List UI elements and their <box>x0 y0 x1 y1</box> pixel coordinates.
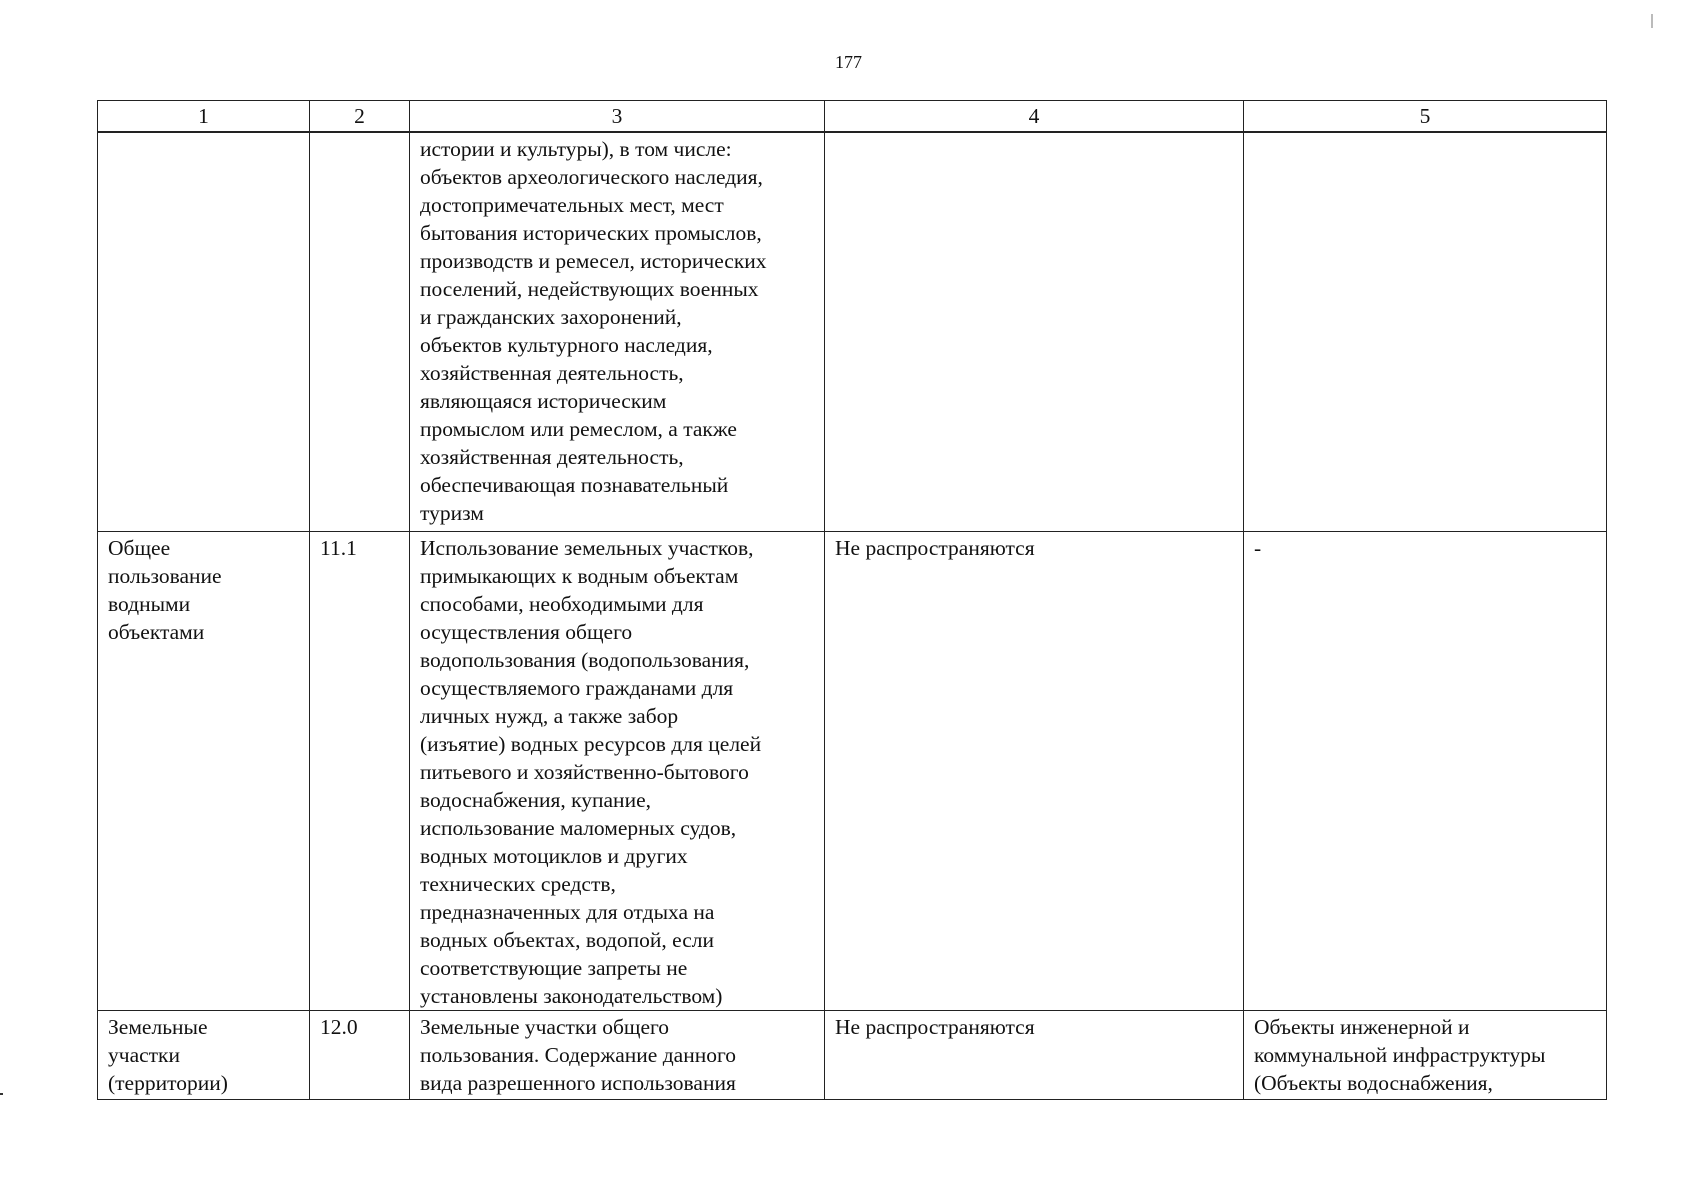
row-objects-cell <box>1244 532 1607 1011</box>
row-description-text: Земельные участки общего пользования. Содержание данного вида разрешенного использования <box>420 1015 736 1095</box>
column-header-5: 5 <box>1244 101 1607 133</box>
column-header-1: 1 <box>98 101 310 133</box>
row-regulation-cell <box>825 132 1244 532</box>
page-number: 177 <box>835 52 862 72</box>
row-name-cell <box>98 132 310 532</box>
row-regulation-text: Не распространяются <box>835 536 1035 560</box>
table-row <box>98 532 1607 1011</box>
row-code-cell <box>310 1011 410 1100</box>
row-objects-text: Объекты инженерной и коммунальной инфраструктуры (Объекты водоснабжения, <box>1254 1015 1546 1095</box>
row-name-text: Земельные участки (территории) <box>108 1015 228 1095</box>
table-row <box>98 1011 1607 1100</box>
row-regulation-cell <box>825 1011 1244 1100</box>
row-objects-text: - <box>1254 536 1262 560</box>
column-header-4: 4 <box>825 101 1244 133</box>
row-description-text: истории и культуры), в том числе: объектов археологического наследия, достопримечательных мест, мест бытования исторических промыслов, производств и ремесел, исторических поселений, недействующих военных и гражданских захоронений, объектов культурного наследия, хозяйственная деятельность, являющаяся историческим промыслом или ремеслом, а также хозяйственная деятельность, обеспечивающая познавательный туризм <box>420 137 767 525</box>
column-header-3: 3 <box>410 101 825 133</box>
row-code-text: 11.1 <box>320 536 357 560</box>
row-name-text: Общее пользование водными объектами <box>108 536 222 644</box>
column-header-2: 2 <box>310 101 410 133</box>
row-name-cell <box>98 1011 310 1100</box>
scan-artifact <box>0 1093 3 1095</box>
row-objects-cell <box>1244 132 1607 532</box>
row-objects-cell <box>1244 1011 1607 1100</box>
row-code-cell <box>310 132 410 532</box>
scan-artifact <box>1651 14 1653 28</box>
row-description-cell <box>410 1011 825 1100</box>
row-name-cell <box>98 532 310 1011</box>
land-use-table <box>97 100 1607 1100</box>
row-regulation-cell <box>825 532 1244 1011</box>
row-description-cell <box>410 532 825 1011</box>
row-description-cell <box>410 132 825 532</box>
row-code-text: 12.0 <box>320 1015 358 1039</box>
row-description-text: Использование земельных участков, примыкающих к водным объектам способами, необходимыми для осуществления общего водопользования (водопользования, осуществляемого гражданами для личных нужд, а также забор (изъятие) водных ресурсов для целей питьевого и хозяйственно-бытового водоснабжения, купание, использование маломерных судов, водных мотоциклов и других технических средств, предназначенных для отдыха на водных объектах, водопой, если соответствующие запреты не установлены законодательством) <box>420 536 762 1008</box>
table-row <box>98 132 1607 532</box>
row-regulation-text: Не распространяются <box>835 1015 1035 1039</box>
row-code-cell <box>310 532 410 1011</box>
table-header-row <box>98 101 1607 133</box>
